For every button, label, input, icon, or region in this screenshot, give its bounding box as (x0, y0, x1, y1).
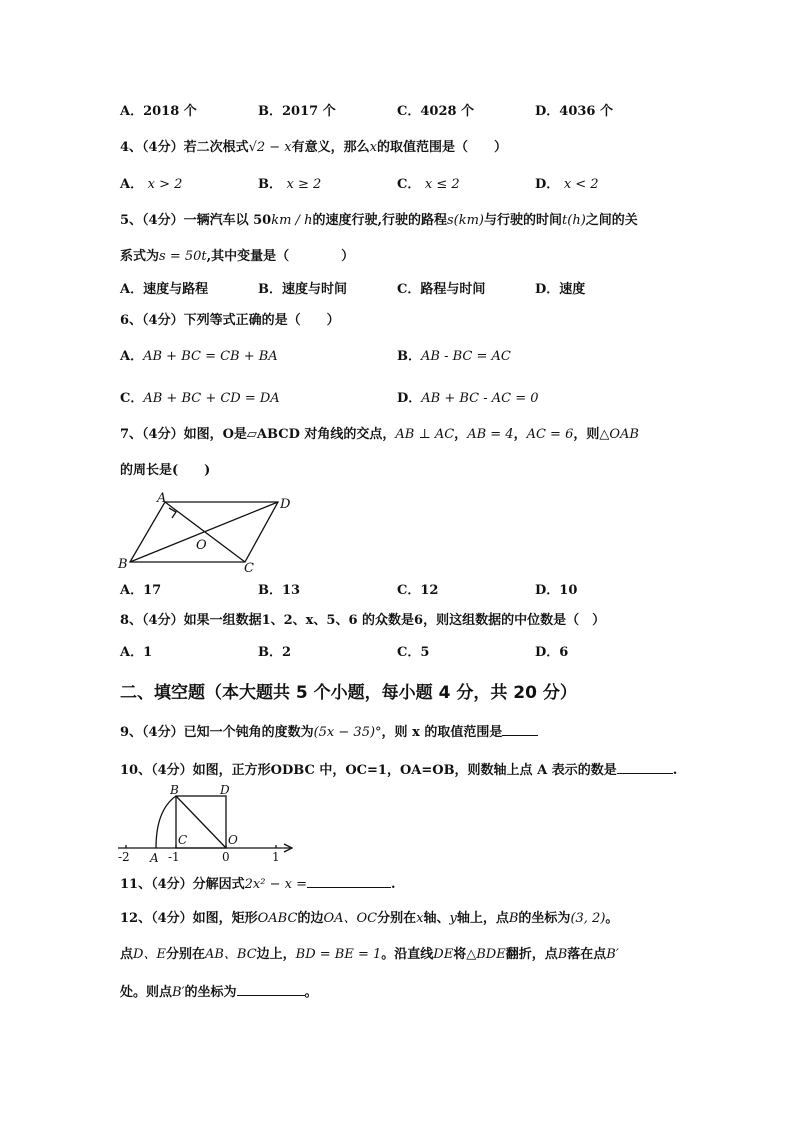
q7-tri: △OAB (599, 427, 639, 442)
q12-pbprime: B′ (606, 947, 619, 962)
q4-prefix: 4、（4分）若二次根式 (120, 140, 249, 155)
q10-label-d: D (220, 783, 230, 797)
q4-suffix: 有意义，那么 (291, 140, 370, 155)
q12-sides: AB、BC (204, 947, 257, 962)
q5-l1b: 的速度行驶,行驶的路程 (312, 213, 447, 228)
q12-pbprime2: B′ (172, 985, 185, 1000)
q7-l1c: ，则 (573, 427, 600, 442)
q8-stem: 8、（4分）如果一组数据1、2、x、5、6 的众数是6，则这组数据的中位数是（ ） (120, 613, 606, 628)
q11-a: 11、（4分）分解因式 (120, 877, 245, 892)
q5-skm: s(km) (446, 213, 485, 228)
q3-option-d[interactable]: D．4036 个 (535, 104, 613, 119)
q12-l1e: 轴上，点 (456, 911, 509, 926)
q7-option-b[interactable]: B．13 (258, 583, 301, 598)
q12-l2d: 。沿直线 (381, 947, 434, 962)
q12-l1g: 。 (605, 911, 619, 926)
q6-d-label: D． (397, 391, 422, 406)
q10-end: . (672, 763, 678, 778)
q10-tick-label-0: 0 (222, 850, 230, 864)
section-2-title: 二、填空题（本大题共 5 个小题，每小题 4 分，共 20 分） (120, 683, 577, 703)
q12-eq: BD = BE = 1 (295, 947, 382, 962)
q12-answer-blank[interactable] (237, 982, 305, 996)
q6-c-expr: AB + BC + CD = DA (143, 391, 280, 406)
q9-b: ，则 x 的取值范围是 (381, 725, 503, 740)
q4-option-b[interactable] (258, 176, 321, 194)
q6-c-label: C． (120, 391, 144, 406)
q6-option-b[interactable] (397, 348, 511, 366)
q8-option-a[interactable]: A．1 (120, 645, 153, 660)
q12-l1b: 的边 (297, 911, 324, 926)
q8-option-b[interactable]: B．2 (258, 645, 292, 660)
q3-option-c[interactable]: C．4028 个 (397, 104, 475, 119)
q5-l2a: 系式为 (120, 249, 160, 264)
q7-line2: 的周长是( ) (120, 463, 211, 478)
q7-label-b: B (118, 557, 128, 572)
q7-line1: 7、（4分）如图，O是▱ABCD 对角线的交点，AB ⊥ AC，AB = 4，AC = 6，则△OAB (120, 427, 639, 442)
q7-O: O (222, 427, 234, 442)
q4-option-d[interactable] (535, 176, 599, 194)
q9-a: 9、（4分）已知一个钝角的度数为 (120, 725, 314, 740)
q10-tick-label-1: 1 (272, 850, 280, 864)
q5-l1c: 与行驶的时间 (484, 213, 563, 228)
q12-l1c: 分别在 (377, 911, 417, 926)
q10-label-b: B (170, 783, 179, 797)
q12-tri-bde: △BDE (466, 947, 506, 962)
q11-expr: 2x² − x = (244, 877, 307, 892)
q4-tail: 的取值范围是（ ） (377, 140, 508, 155)
q12-l1a: 12、（4分）如图，矩形 (120, 911, 258, 926)
q4-option-a-math: x > 2 (147, 177, 183, 192)
q5-line2 (120, 248, 354, 266)
q7-l1b: 是▱ABCD 对角线的交点， (233, 427, 396, 442)
q4-radical: √2 − x (248, 140, 292, 155)
q3-option-b[interactable]: B．2017 个 (258, 104, 336, 119)
q10-stem (120, 760, 677, 780)
q12-xaxis: x (416, 911, 424, 926)
q5-th: t(h) (562, 213, 586, 228)
q5-line1 (120, 212, 638, 230)
q7-parallelogram-figure (110, 490, 310, 575)
q12-coord: (3, 2) (570, 911, 606, 926)
q6-option-c[interactable] (120, 390, 280, 408)
q5-formula: s = 50t (159, 249, 207, 264)
q4-option-c-math: x ≤ 2 (424, 177, 460, 192)
q7-cond2: AB = 4 (467, 427, 514, 442)
q4-var: x (369, 140, 377, 155)
q9-expr: (5x − 35)° (313, 725, 382, 740)
q4-option-c-label: C． (397, 177, 421, 192)
q7-option-d[interactable]: D．10 (535, 583, 578, 598)
q12-edges: OA、OC (323, 911, 378, 926)
q8-option-d[interactable]: D．6 (535, 645, 569, 660)
q4-option-b-label: B． (258, 177, 282, 192)
q12-l2b: 分别在 (165, 947, 205, 962)
q5-option-c[interactable]: C．路程与时间 (397, 282, 486, 297)
q12-l1f: 的坐标为 (518, 911, 571, 926)
q4-option-a[interactable] (120, 176, 182, 194)
q4-stem (120, 139, 507, 157)
q6-d-expr: AB + BC - AC = 0 (421, 391, 539, 406)
q10-tick-label-m2: -2 (118, 850, 130, 864)
q12-l3a: 处。则点 (120, 985, 173, 1000)
q6-b-expr: AB - BC = AC (421, 349, 511, 364)
q10-label-o: O (228, 833, 238, 847)
q12-de-points: D、E (133, 947, 166, 962)
q10-text: 10、（4分）如图，正方形ODBC 中，OC=1，OA=OB，则数轴上点 A 表示的数是 (120, 763, 617, 778)
q7-l1a: 7、（4分）如图， (120, 427, 223, 442)
q12-line-de: DE (433, 947, 454, 962)
q6-a-expr: AB + BC = CB + BA (143, 349, 278, 364)
q7-label-d: D (280, 497, 291, 512)
q3-option-a[interactable]: A．2018 个 (120, 104, 197, 119)
q12-l2c: 边上， (256, 947, 296, 962)
q7-cond3: AC = 6 (526, 427, 574, 442)
q9-stem (120, 722, 538, 742)
q12-rect: OABC (257, 911, 298, 926)
q4-option-c[interactable] (397, 176, 460, 194)
q9-answer-blank[interactable] (502, 722, 538, 736)
q5-option-a[interactable]: A．速度与路程 (120, 282, 209, 297)
q12-l2f: 翻折，点 (505, 947, 558, 962)
q5-unit: km / h (271, 213, 313, 228)
q11-stem (120, 874, 396, 894)
q7-label-c: C (244, 561, 254, 575)
q10-numberline-figure (112, 782, 302, 866)
q7-option-c[interactable]: C．12 (397, 583, 439, 598)
q5-l1d: 之间的关 (585, 213, 638, 228)
q6-b-label: B． (397, 349, 421, 364)
q12-line3 (120, 982, 318, 1002)
q7-option-a[interactable]: A．17 (120, 583, 162, 598)
q10-arc (156, 796, 176, 848)
q12-line2 (120, 946, 619, 964)
q7-diagonal-bd (130, 502, 278, 562)
q6-a-label: A． (120, 349, 144, 364)
q4-option-b-math: x ≥ 2 (286, 177, 322, 192)
q12-l2e: 将 (453, 947, 467, 962)
q7-label-o: O (196, 538, 207, 553)
q8-option-c[interactable]: C．5 (397, 645, 430, 660)
q4-option-d-math: x < 2 (563, 177, 599, 192)
q7-cond1: AB ⊥ AC (395, 427, 455, 442)
q6-stem: 6、（4分）下列等式正确的是（ ） (120, 313, 340, 328)
q4-option-d-label: D． (535, 177, 560, 192)
q6-option-d[interactable] (397, 390, 539, 408)
q5-option-b[interactable]: B．速度与时间 (258, 282, 347, 297)
q7-label-a: A (157, 491, 167, 506)
q10-tick-label-m1: -1 (168, 850, 180, 864)
q12-l3b: 的坐标为 (184, 985, 237, 1000)
q5-option-d[interactable]: D．速度 (535, 282, 586, 297)
q12-l3c: 。 (304, 985, 318, 1000)
q6-option-a[interactable] (120, 348, 278, 366)
q12-yaxis: y (449, 911, 457, 926)
q11-end: . (390, 877, 396, 892)
q10-label-a: A (150, 851, 159, 865)
q10-label-c: C (178, 833, 188, 847)
q12-pb2: B (557, 947, 568, 962)
q12-l2g: 落在点 (567, 947, 607, 962)
q10-answer-blank[interactable] (617, 760, 673, 774)
q5-l1a: 5、（4分）一辆汽车以 50 (120, 213, 272, 228)
q4-option-a-label: A． (120, 177, 144, 192)
q12-line1 (120, 910, 618, 928)
q5-l2b: ,其中变量是（ ） (206, 249, 355, 264)
q12-pb: B (508, 911, 519, 926)
q12-l2a: 点 (120, 947, 134, 962)
q12-l1d: 轴、 (423, 911, 450, 926)
q11-answer-blank[interactable] (307, 874, 391, 888)
